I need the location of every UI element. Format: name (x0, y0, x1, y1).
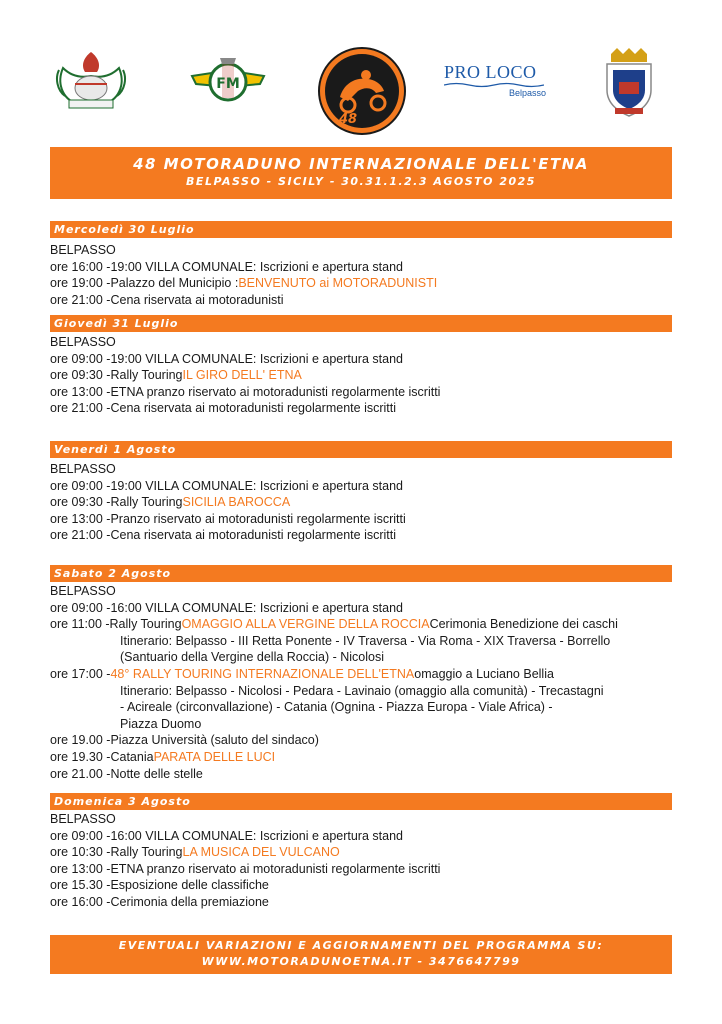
footer-notice: EVENTUALI VARIAZIONI E AGGIORNAMENTI DEL PROGRAMMA SU: (118, 939, 604, 952)
page-subtitle: BELPASSO - SICILY - 30.31.1.2.3 AGOSTO 2025 (186, 175, 536, 188)
day-schedule (50, 461, 670, 544)
footer-contact: WWW.MOTORADUNOETNA.IT - 3476647799 (201, 955, 521, 968)
desc: 19:00 VILLA COMUNALE: Iscrizioni e apertura stand (110, 478, 403, 493)
schedule-row (50, 766, 670, 783)
logo-strip (0, 40, 722, 140)
desc: Catania (110, 749, 154, 764)
schedule-row (50, 616, 670, 633)
time: ore 10:30 - (50, 845, 111, 860)
pro-loco-name: PRO LOCO (444, 62, 537, 82)
pro-loco-logo (444, 62, 552, 102)
place-label: BELPASSO (50, 462, 116, 476)
schedule-row (50, 600, 670, 617)
schedule-row (50, 844, 670, 861)
place-label: BELPASSO (50, 584, 116, 598)
time: ore 21:00 - (50, 528, 111, 543)
schedule-row (50, 749, 670, 766)
schedule-row (50, 732, 670, 749)
schedule-row (50, 894, 670, 911)
pro-loco-sub: Belpasso (508, 88, 546, 98)
day-schedule (50, 811, 670, 911)
schedule-row (50, 351, 670, 368)
schedule-row (50, 511, 670, 528)
day-schedule (50, 583, 670, 782)
time: ore 09:00 - (50, 600, 111, 615)
time: ore 13:00 - (50, 511, 111, 526)
desc: Palazzo del Municipio : (110, 276, 239, 291)
desc: Cena riservata ai motoradunisti (110, 292, 284, 307)
day-schedule (50, 334, 670, 417)
time: ore 09:00 - (50, 351, 111, 366)
schedule-row (50, 877, 670, 894)
day-header: Domenica 3 Agosto (50, 793, 672, 810)
svg-text:FM: FM (216, 76, 240, 92)
footer-banner (50, 935, 672, 974)
place-label: BELPASSO (50, 812, 116, 826)
time: ore 21:00 - (50, 401, 111, 416)
time: ore 19.30 - (50, 749, 111, 764)
desc-after: Cerimonia Benedizione dei caschi (429, 617, 618, 632)
itinerary-line: Piazza Duomo (120, 716, 202, 731)
time: ore 09:30 - (50, 495, 111, 510)
time: ore 13:00 - (50, 384, 111, 399)
highlight: IL GIRO DELL' ETNA (182, 368, 302, 383)
time: ore 17:00 - (50, 666, 111, 681)
desc: Pranzo riservato ai motoradunisti regolarmente iscritti (110, 511, 406, 526)
time: ore 19:00 - (50, 276, 111, 291)
itinerary-line: - Acireale (circonvallazione) - Catania (Ognina - Piazza Europa - Viale Africa) - (120, 700, 553, 715)
day-header: Mercoledì 30 Luglio (50, 221, 672, 238)
desc-after: omaggio a Luciano Bellia (414, 666, 554, 681)
time: ore 09:00 - (50, 478, 111, 493)
place-label: BELPASSO (50, 243, 116, 257)
itinerary-line: (Santuario della Vergine della Roccia) - Nicolosi (120, 650, 385, 665)
time: ore 16:00 - (50, 894, 111, 909)
crest-shield-icon (603, 48, 655, 120)
schedule-row (50, 666, 670, 683)
itinerary-line: Itinerario: Belpasso - III Retta Ponente - IV Traversa - Via Roma - XIX Traversa - Borrello (120, 633, 611, 648)
time: ore 13:00 - (50, 861, 111, 876)
desc: ETNA pranzo riservato ai motoradunisti regolarmente iscritti (110, 861, 441, 876)
desc: Rally Touring (109, 617, 182, 632)
desc: Rally Touring (110, 495, 183, 510)
place-label: BELPASSO (50, 335, 116, 349)
desc: ETNA pranzo riservato ai motoradunisti regolarmente iscritti (110, 384, 441, 399)
schedule-row (50, 259, 670, 276)
schedule-row (50, 384, 670, 401)
desc: 19:00 VILLA COMUNALE: Iscrizioni e apertura stand (110, 259, 403, 274)
highlight: SICILIA BAROCCA (182, 495, 291, 510)
desc: 16:00 VILLA COMUNALE: Iscrizioni e apertura stand (110, 600, 403, 615)
badge-number: 48 (338, 112, 358, 127)
time: ore 09:30 - (50, 368, 111, 383)
schedule-row (50, 494, 670, 511)
day-schedule (50, 242, 670, 308)
desc: 19:00 VILLA COMUNALE: Iscrizioni e apertura stand (110, 351, 403, 366)
time: ore 21.00 - (50, 766, 111, 781)
desc: Rally Touring (110, 368, 183, 383)
motorcycle-rider-badge-icon (318, 47, 406, 135)
desc: Esposizione delle classifiche (110, 878, 269, 893)
time: ore 11:00 - (50, 617, 110, 632)
time: ore 09:00 - (50, 828, 111, 843)
schedule-row (50, 478, 670, 495)
desc: Notte delle stelle (110, 766, 203, 781)
time: ore 16:00 - (50, 259, 111, 274)
schedule-row (50, 828, 670, 845)
fmi-winged-emblem-icon (190, 54, 266, 110)
schedule-row (50, 861, 670, 878)
desc: Cena riservata ai motoradunisti regolarmente iscritti (110, 401, 397, 416)
page-title: 48 MOTORADUNO INTERNAZIONALE DELL'ETNA (133, 155, 589, 173)
schedule-row (50, 275, 670, 292)
time: ore 19.00 - (50, 733, 111, 748)
coat-of-arms-icon (55, 48, 127, 112)
highlight: PARATA DELLE LUCI (153, 749, 276, 764)
schedule-row (50, 367, 670, 384)
desc: Cerimonia della premiazione (110, 894, 269, 909)
day-header: Sabato 2 Agosto (50, 565, 672, 582)
schedule-row (50, 292, 670, 309)
day-header: Giovedì 31 Luglio (50, 315, 672, 332)
itinerary-line: Itinerario: Belpasso - Nicolosi - Pedara - Lavinaio (omaggio alla comunità) - Trecastagni (120, 683, 604, 698)
highlight: 48° RALLY TOURING INTERNAZIONALE DELL'ETNA (110, 666, 415, 681)
time: ore 15.30 - (50, 878, 111, 893)
highlight: LA MUSICA DEL VULCANO (182, 845, 340, 860)
schedule-row (50, 400, 670, 417)
schedule-row (50, 527, 670, 544)
desc: 16:00 VILLA COMUNALE: Iscrizioni e apertura stand (110, 828, 403, 843)
day-header: Venerdì 1 Agosto (50, 441, 672, 458)
highlight: BENVENUTO ai MOTORADUNISTI (238, 276, 438, 291)
desc: Cena riservata ai motoradunisti regolarmente iscritti (110, 528, 397, 543)
title-banner (50, 147, 672, 199)
highlight: OMAGGIO ALLA VERGINE DELLA ROCCIA (181, 617, 430, 632)
time: ore 21:00 - (50, 292, 111, 307)
desc: Piazza Università (saluto del sindaco) (110, 733, 319, 748)
desc: Rally Touring (110, 845, 183, 860)
